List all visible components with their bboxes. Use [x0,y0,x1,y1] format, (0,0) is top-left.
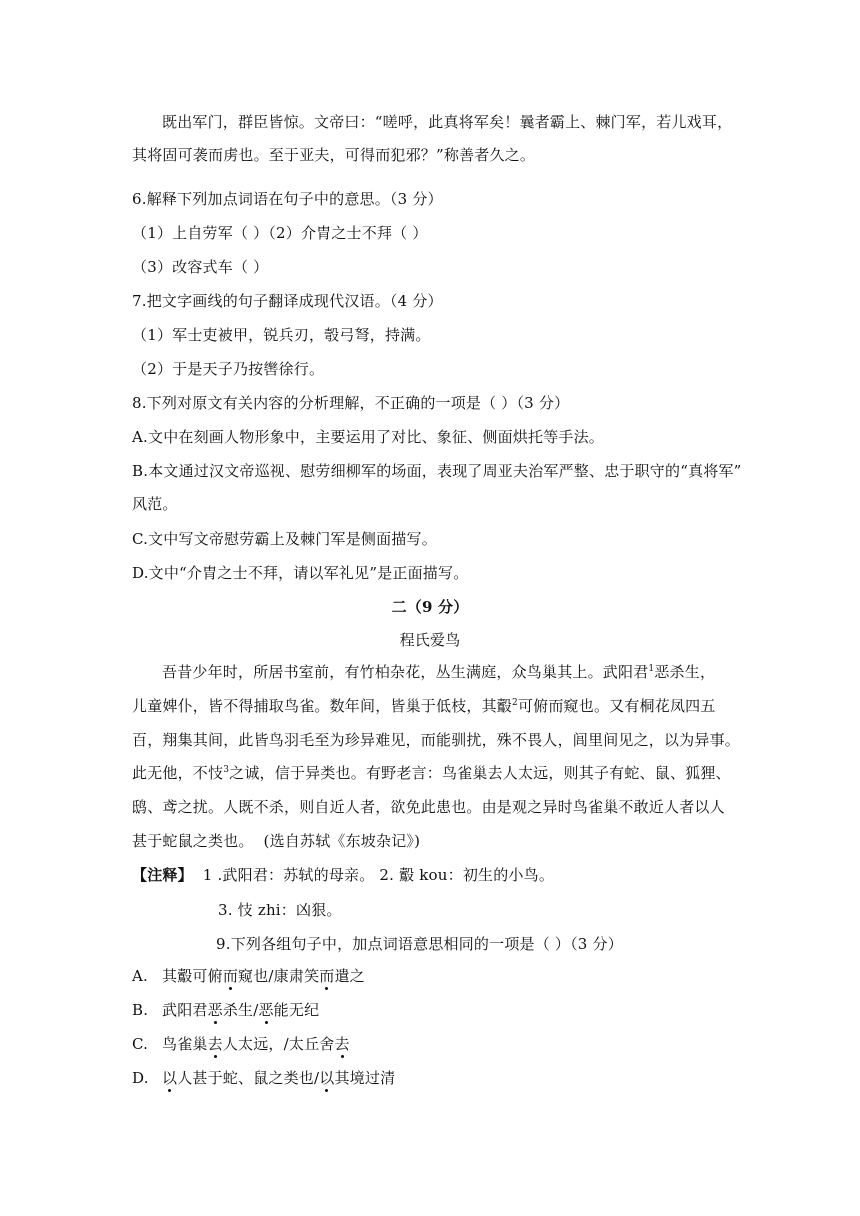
option-label: D. [132,1069,149,1087]
q9-option-a: A. 其鷇可俯而窥也/康肃笑而遣之 [132,967,365,985]
q9-option-d: D. 以人甚于蛇、鼠之类也/以其境过清 [132,1069,396,1087]
dotted-word: 以 [162,1069,178,1087]
passage-title: 程氏爱鸟 [399,631,461,649]
passage2-line6: 甚于蛇鼠之类也。 (选自苏轼《东坡杂记》) [132,832,421,850]
passage2-line5: 鸱、鸢之扰。人既不杀，则自近人者，欲免此患也。由是观之异时鸟雀巢不敢近人者以人 [132,798,725,816]
q7-item2: （2）于是天子乃按辔徐行。 [132,360,325,378]
passage-source: (选自苏轼《东坡杂记》) [263,832,421,850]
q9-option-b: B. 武阳君恶杀生/恶能无纪 [132,1001,320,1019]
dotted-word: 恶 [207,1001,223,1019]
q8-option-d: D.文中“介胄之士不拜，请以军礼见”是正面描写。 [132,564,469,582]
notes-line2: 3. 忮 zhi：凶狠。 [218,901,342,919]
dotted-word: 而 [222,967,239,985]
option-label: A. [132,967,149,985]
q8-option-a: A.文中在刻画人物形象中，主要运用了对比、象征、侧面烘托等手法。 [132,428,605,446]
option-label: C. [132,1035,149,1053]
q7-stem: 7.把文字画线的句子翻译成现代汉语。（4 分） [132,292,443,310]
option-label: B. [132,1001,149,1019]
q6-stem: 6.解释下列加点词语在句子中的意思。（3 分） [132,190,443,208]
passage1-line2: 其将固可袭而虏也。至于亚夫，可得而犯邪？”称善者久之。 [132,146,536,164]
passage2-line4: 此无他，不忮$^3$之诚，信于异类也。有野老言：鸟雀巢去人太远，则其子有蛇、鼠、狐狸、 [132,764,731,782]
q8-stem: 8.下列对原文有关内容的分析理解，不正确的一项是（ ）（3 分） [132,394,570,412]
notes-line1: 【注释】 1 .武阳君：苏轼的母亲。 2. 鷇 kou：初生的小鸟。 [132,866,555,884]
dotted-word: 而 [319,967,335,985]
passage2-line2: 儿童婢仆，皆不得捕取鸟雀。数年间，皆巢于低枝，其鷇$^2$可俯而窥也。又有桐花凤四五 [132,697,716,715]
dotted-word: 以 [319,1069,335,1087]
section-heading: 二（9 分） [391,598,469,616]
dotted-word: 去 [207,1035,223,1053]
q8-option-b-line1: B.本文通过汉文帝巡视、慰劳细柳军的场面，表现了周亚夫治军严整、忠于职守的“真将军” [132,462,742,480]
q9-stem: 9.下列各组句子中，加点词语意思相同的一项是（ ）（3 分） [216,935,623,953]
passage1-line1: 既出军门，群臣皆惊。文帝曰：“嗟呼，此真将军矣！曩者霸上、棘门军，若儿戏耳， [162,113,733,131]
passage2-line1: 吾昔少年时，所居书室前，有竹柏杂花，丛生满庭，众鸟巢其上。武阳君$^1$恶杀生， [162,663,716,681]
q7-item1: （1）军士吏被甲，锐兵刃，彀弓弩，持满。 [132,326,431,344]
q6-item2: （3）改容式车（ ） [132,258,269,276]
q8-option-c: C.文中写文帝慰劳霸上及棘门军是侧面描写。 [132,530,437,548]
dotted-word: 去 [334,1035,350,1053]
notes-label: 【注释】 [132,866,193,884]
q9-option-c: C. 鸟雀巢去人太远，/太丘舍去 [132,1035,350,1053]
passage2-line3: 百，翔集其间，此皆鸟羽毛至为珍异难见，而能驯扰，殊不畏人，闾里间见之，以为异事。 [132,731,741,749]
q8-option-b-line2: 风范。 [132,495,178,513]
q6-item1: （1）上自劳军（ ）（2）介胄之士不拜（ ） [132,224,428,242]
dotted-word: 恶 [258,1001,274,1019]
